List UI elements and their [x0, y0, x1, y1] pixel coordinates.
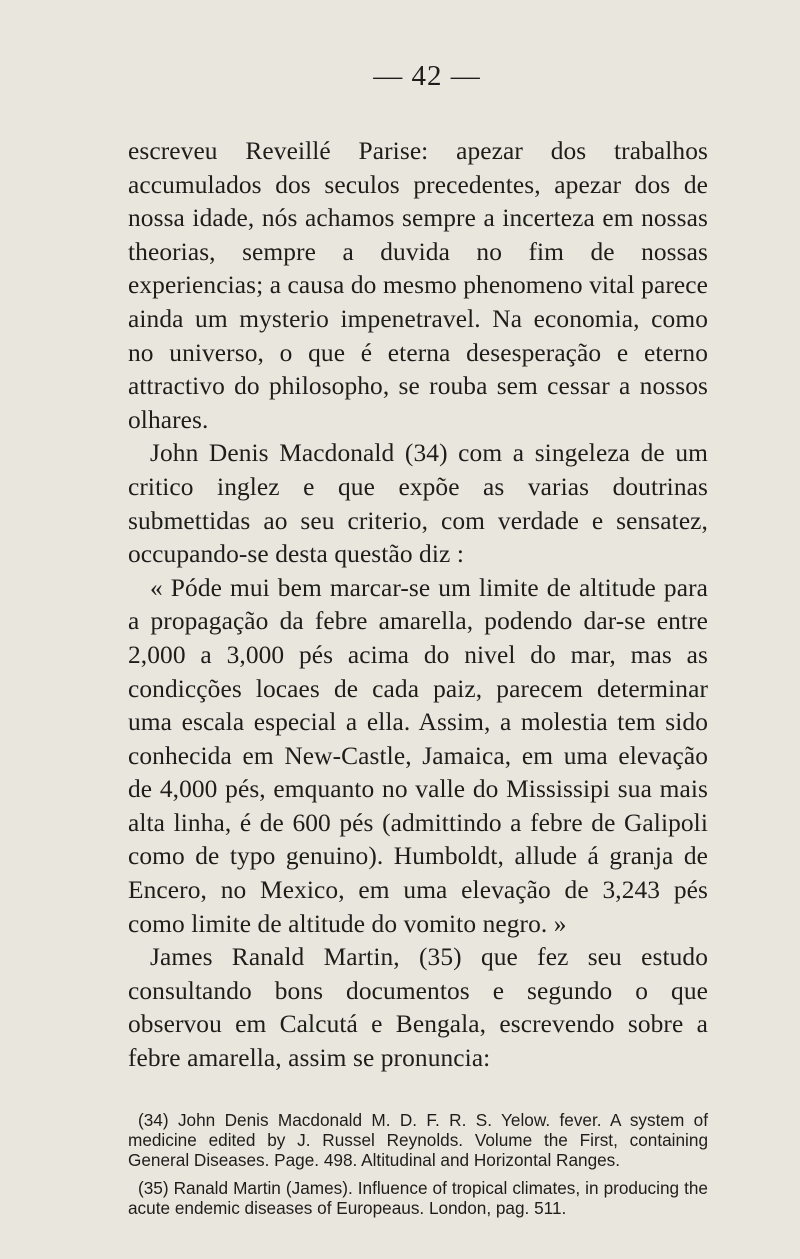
paragraph-1: escreveu Reveillé Parise: apezar dos trabalhos accumulados dos seculos precedentes, apezar dos de nossa idade, nós achamos sempre a incerteza em nossas theorias, sempre a duvida no fim de nossas experiencias; a causa do mesmo phenomeno vital parece ainda um mysterio impenetravel. Na economia, como no universo, o que é eterna desesperação e eterno attractivo do philosopho, se rouba sem cessar a nossos olhares.	[128, 137, 708, 434]
footnotes	[128, 1110, 708, 1219]
paragraph-3-quotation: « Póde mui bem marcar-se um limite de altitude para a propagação da febre amarella, podendo dar-se entre 2,000 a 3,000 pés acima do nivel do mar, mas as condicções locaes de cada paiz, parecem determinar uma escala especial a ella. Assim, a molestia tem sido conhecida em New-Castle, Jamaica, em uma elevação de 4,000 pés, emquanto no valle do Mississipi sua mais alta linha, é de 600 pés (admittindo a febre de Galipoli como de typo genuino). Humboldt, allude á granja de Encero, no Mexico, em uma elevação de 3,243 pés como limite de altitude do vomito negro. »	[128, 573, 708, 938]
paragraph-4: James Ranald Martin, (35) que fez seu estudo consultando bons documentos e segundo o que observou em Calcutá e Bengala, escrevendo sobre a febre amarella, assim se pronuncia:	[128, 943, 708, 1073]
paragraph-2: John Denis Macdonald (34) com a singeleza de um critico inglez e que expõe as varias doutrinas submettidas ao seu criterio, com verdade e sensatez, occupando-se desta questão diz :	[128, 439, 708, 569]
footnote-34: (34) John Denis Macdonald M. D. F. R. S. Yelow. fever. A system of medicine edited by J. Russel Reynolds. Volume the First, containing General Diseases. Page. 498. Altitudinal and Horizontal Ranges.	[128, 1109, 708, 1171]
footnote-35: (35) Ranald Martin (James). Influence of tropical climates, in producing the acute endemic diseases of Europeaus. London, pag. 511.	[128, 1178, 708, 1219]
body-text	[128, 135, 708, 1076]
page-number: — 42 —	[373, 60, 481, 92]
